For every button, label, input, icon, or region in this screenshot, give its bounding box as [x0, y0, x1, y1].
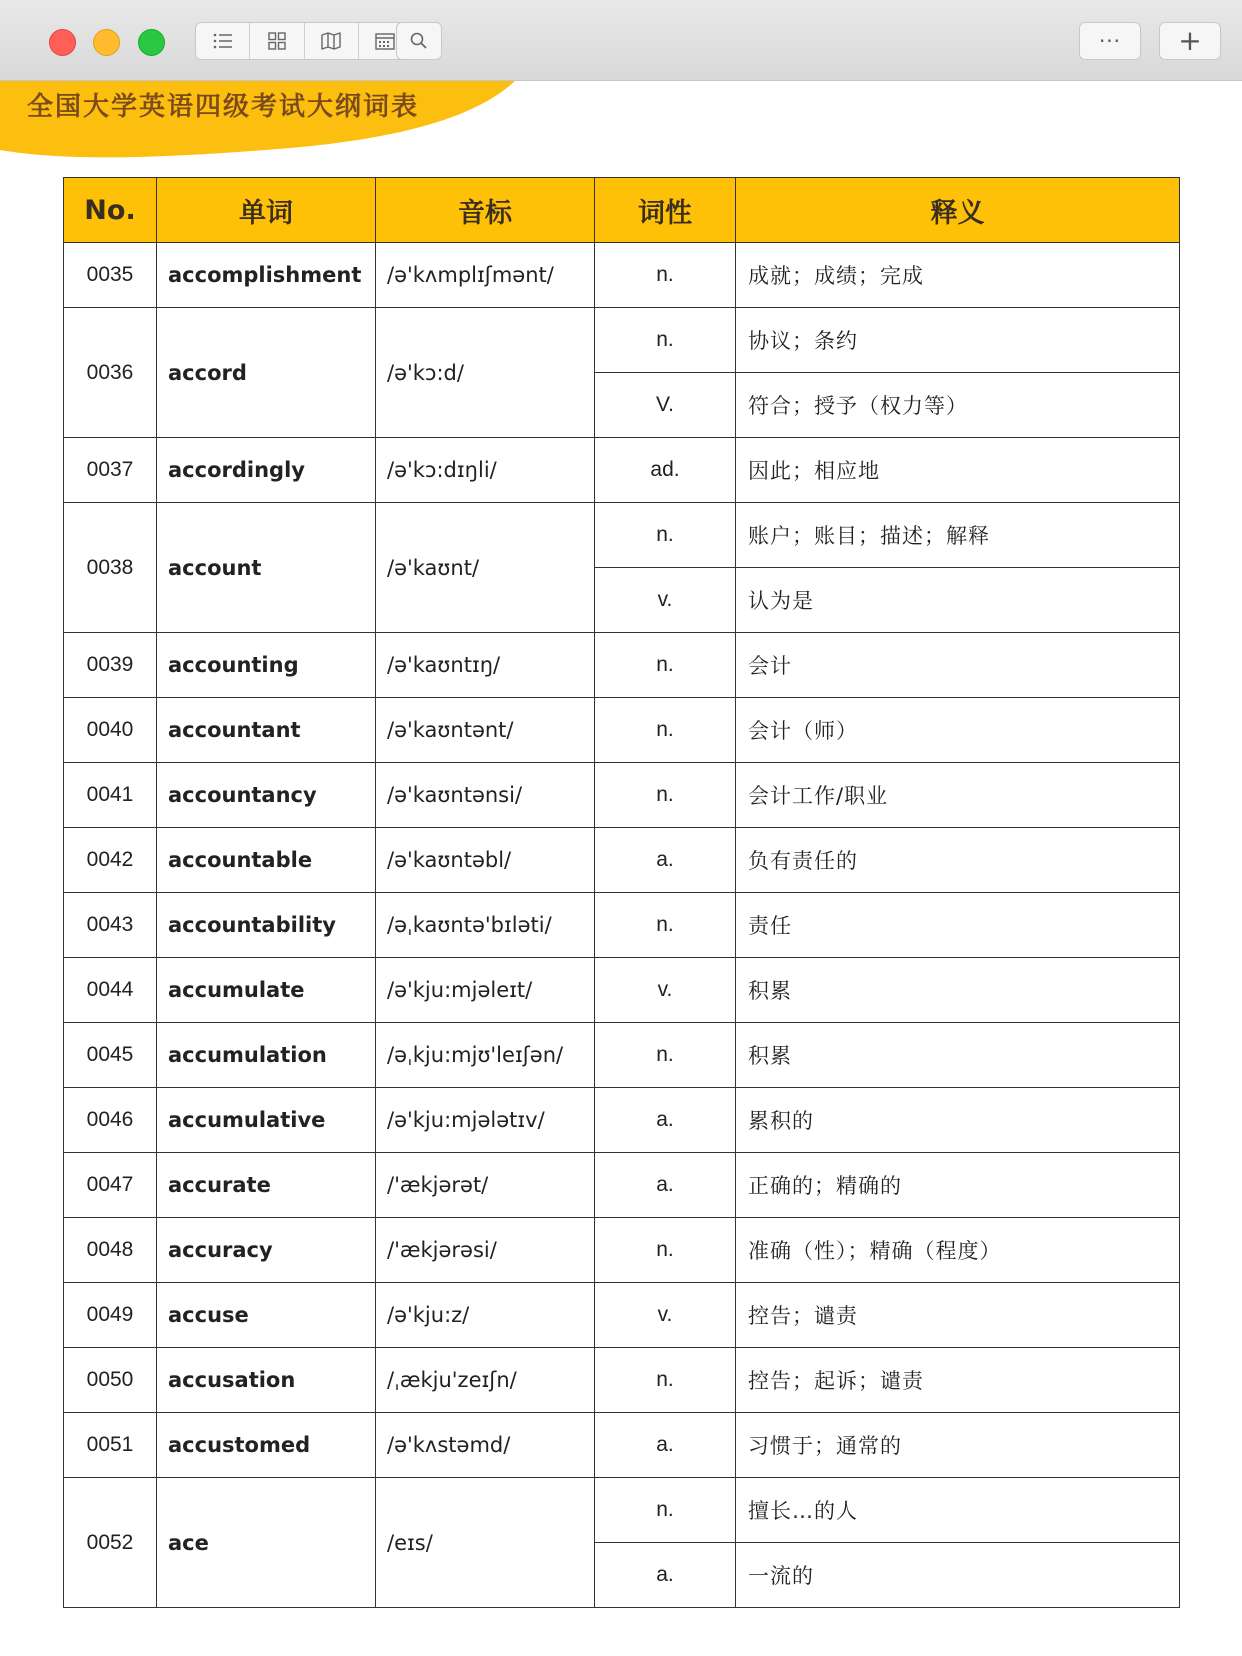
minimize-button[interactable]: [93, 29, 120, 56]
table-row: [64, 438, 1180, 503]
entry-definition: 认为是: [736, 568, 1180, 633]
entry-pos: n.: [595, 1023, 736, 1088]
table-row: [64, 1153, 1180, 1218]
entry-number: 0038: [64, 503, 157, 633]
entry-number: 0049: [64, 1283, 157, 1348]
entry-definition: 累积的: [736, 1088, 1180, 1153]
list-icon: [212, 32, 234, 50]
entry-definition: 积累: [736, 1023, 1180, 1088]
page-title: 全国大学英语四级考试大纲词表: [27, 92, 420, 122]
header-no: No.: [64, 178, 157, 243]
table-row: [64, 828, 1180, 893]
entry-pos: n.: [595, 1218, 736, 1283]
entry-word: accountability: [157, 893, 376, 958]
entry-pos: n.: [595, 1478, 736, 1543]
entry-word: accustomed: [157, 1413, 376, 1478]
entry-pos: n.: [595, 763, 736, 828]
entry-word: accounting: [157, 633, 376, 698]
entry-phonetic: /'ækjərəsi/: [376, 1218, 595, 1283]
entry-definition: 会计: [736, 633, 1180, 698]
grid-icon: [267, 31, 287, 51]
table-row: [64, 503, 1180, 568]
table-row: [64, 1413, 1180, 1478]
entry-pos: n.: [595, 243, 736, 308]
header-phonetic: 音标: [376, 178, 595, 243]
entry-number: 0050: [64, 1348, 157, 1413]
table-row: [64, 763, 1180, 828]
entry-phonetic: /ə'kju:z/: [376, 1283, 595, 1348]
entry-phonetic: /ə'kʌmplɪʃmənt/: [376, 243, 595, 308]
entry-definition: 会计工作/职业: [736, 763, 1180, 828]
entry-word: accumulation: [157, 1023, 376, 1088]
entry-definition: 准确（性）；精确（程度）: [736, 1218, 1180, 1283]
entry-pos: n.: [595, 308, 736, 373]
entry-phonetic: /ə'kɔ:dɪŋli/: [376, 438, 595, 503]
entry-number: 0042: [64, 828, 157, 893]
close-button[interactable]: [49, 29, 76, 56]
table-header-row: [64, 178, 1180, 243]
entry-word: account: [157, 503, 376, 633]
more-options-button[interactable]: ···: [1079, 22, 1141, 60]
entry-word: accumulate: [157, 958, 376, 1023]
header-pos: 词性: [595, 178, 736, 243]
entry-pos: v.: [595, 958, 736, 1023]
table-row: [64, 958, 1180, 1023]
zoom-button[interactable]: [138, 29, 165, 56]
entry-phonetic: /ə'kʌstəmd/: [376, 1413, 595, 1478]
entry-phonetic: /ə'kaʊnt/: [376, 503, 595, 633]
entry-word: accuse: [157, 1283, 376, 1348]
entry-definition: 控告；谴责: [736, 1283, 1180, 1348]
entry-definition: 责任: [736, 893, 1180, 958]
entry-definition: 擅长…的人: [736, 1478, 1180, 1543]
entry-number: 0044: [64, 958, 157, 1023]
entry-definition: 会计（师）: [736, 698, 1180, 763]
entry-phonetic: /'ækjərət/: [376, 1153, 595, 1218]
entry-definition: 成就；成绩；完成: [736, 243, 1180, 308]
entry-pos: n.: [595, 1348, 736, 1413]
entry-definition: 控告；起诉；谴责: [736, 1348, 1180, 1413]
entry-phonetic: /eɪs/: [376, 1478, 595, 1608]
entry-phonetic: /ə'kaʊntənt/: [376, 698, 595, 763]
entry-pos: a.: [595, 828, 736, 893]
title-bar: [0, 0, 1242, 81]
entry-pos: a.: [595, 1543, 736, 1608]
entry-number: 0052: [64, 1478, 157, 1608]
entry-pos: V.: [595, 373, 736, 438]
entry-word: accumulative: [157, 1088, 376, 1153]
entry-pos: n.: [595, 893, 736, 958]
entry-number: 0035: [64, 243, 157, 308]
table-row: [64, 633, 1180, 698]
entry-number: 0051: [64, 1413, 157, 1478]
entry-phonetic: /əˌkju:mjʊ'leɪʃən/: [376, 1023, 595, 1088]
entry-pos: n.: [595, 503, 736, 568]
entry-word: accountant: [157, 698, 376, 763]
search-icon: [409, 31, 429, 51]
table-row: [64, 1348, 1180, 1413]
entry-definition: 习惯于；通常的: [736, 1413, 1180, 1478]
entry-word: ace: [157, 1478, 376, 1608]
entry-number: 0039: [64, 633, 157, 698]
entry-word: accordingly: [157, 438, 376, 503]
entry-phonetic: /ˌækju'zeɪʃn/: [376, 1348, 595, 1413]
entry-number: 0048: [64, 1218, 157, 1283]
entry-number: 0037: [64, 438, 157, 503]
entry-number: 0046: [64, 1088, 157, 1153]
entry-phonetic: /ə'kju:mjəleɪt/: [376, 958, 595, 1023]
entry-phonetic: /ə'kaʊntənsi/: [376, 763, 595, 828]
entry-word: accountancy: [157, 763, 376, 828]
entry-definition: 因此；相应地: [736, 438, 1180, 503]
entry-word: accusation: [157, 1348, 376, 1413]
search-button[interactable]: [396, 22, 442, 60]
header-definition: 释义: [736, 178, 1180, 243]
entry-phonetic: /ə'kɔ:d/: [376, 308, 595, 438]
table-row: [64, 1283, 1180, 1348]
entry-word: accurate: [157, 1153, 376, 1218]
entry-pos: v.: [595, 1283, 736, 1348]
entry-pos: ad.: [595, 438, 736, 503]
entry-pos: n.: [595, 633, 736, 698]
entry-definition: 积累: [736, 958, 1180, 1023]
entry-phonetic: /ə'kaʊntəbl/: [376, 828, 595, 893]
entry-number: 0036: [64, 308, 157, 438]
table-row: [64, 1023, 1180, 1088]
entry-number: 0043: [64, 893, 157, 958]
view-mode-group: [195, 22, 413, 60]
entry-pos: a.: [595, 1088, 736, 1153]
entry-number: 0045: [64, 1023, 157, 1088]
entry-pos: a.: [595, 1413, 736, 1478]
table-row: [64, 698, 1180, 763]
add-button[interactable]: +: [1159, 22, 1221, 60]
table-row: [64, 243, 1180, 308]
entry-pos: a.: [595, 1153, 736, 1218]
entry-definition: 一流的: [736, 1543, 1180, 1608]
entry-pos: n.: [595, 698, 736, 763]
list-view-button[interactable]: [196, 23, 250, 59]
entry-word: accomplishment: [157, 243, 376, 308]
table-row: [64, 308, 1180, 373]
entry-pos: v.: [595, 568, 736, 633]
entry-word: accountable: [157, 828, 376, 893]
entry-phonetic: /ə'kju:mjələtɪv/: [376, 1088, 595, 1153]
entry-definition: 负有责任的: [736, 828, 1180, 893]
entry-phonetic: /əˌkaʊntə'bɪləti/: [376, 893, 595, 958]
map-icon: [320, 31, 342, 51]
table-row: [64, 1088, 1180, 1153]
entry-definition: 正确的；精确的: [736, 1153, 1180, 1218]
calendar-icon: [374, 31, 396, 51]
table-row: [64, 1218, 1180, 1283]
entry-number: 0040: [64, 698, 157, 763]
table-row: [64, 893, 1180, 958]
entry-number: 0041: [64, 763, 157, 828]
entry-number: 0047: [64, 1153, 157, 1218]
table-body: [64, 243, 1180, 1608]
entry-definition: 符合；授予（权力等）: [736, 373, 1180, 438]
entry-word: accuracy: [157, 1218, 376, 1283]
entry-word: accord: [157, 308, 376, 438]
header-word: 单词: [157, 178, 376, 243]
grid-view-button[interactable]: [250, 23, 304, 59]
table-row: [64, 1478, 1180, 1543]
map-view-button[interactable]: [305, 23, 359, 59]
entry-phonetic: /ə'kaʊntɪŋ/: [376, 633, 595, 698]
entry-definition: 账户；账目；描述；解释: [736, 503, 1180, 568]
entry-definition: 协议；条约: [736, 308, 1180, 373]
vocabulary-table: [63, 177, 1180, 1608]
